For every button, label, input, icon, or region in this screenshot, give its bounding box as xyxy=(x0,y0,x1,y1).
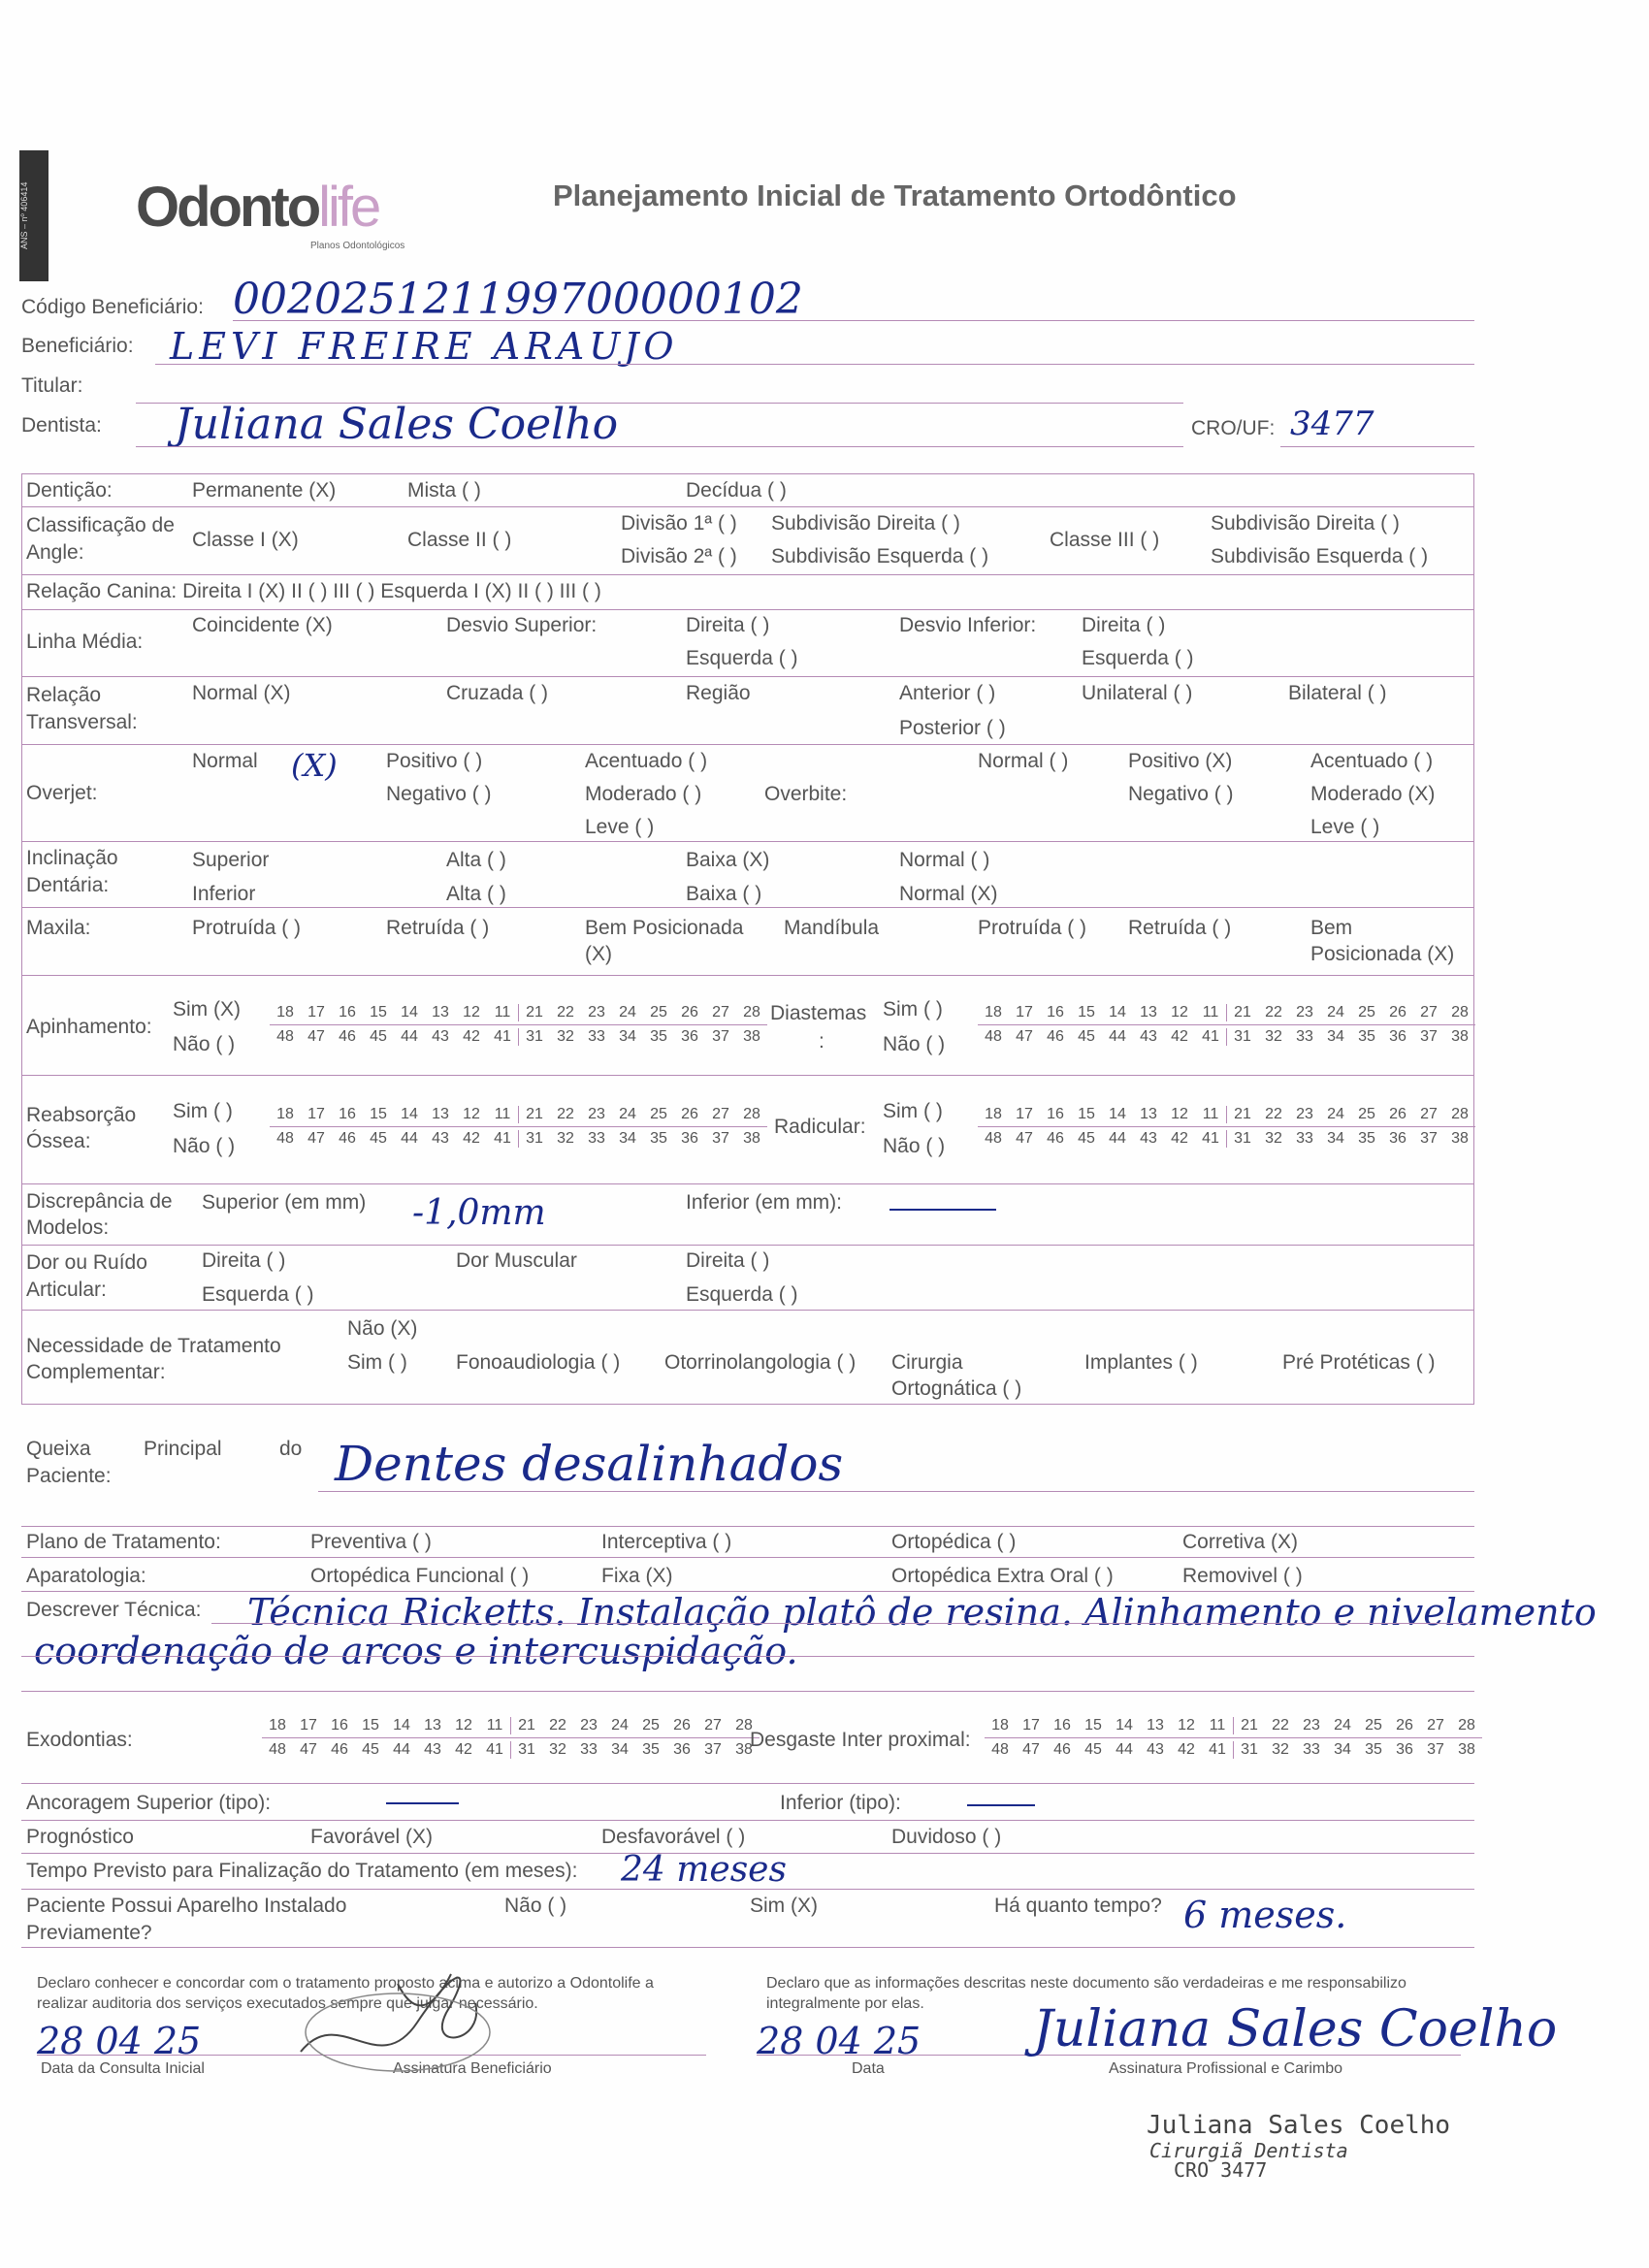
transversal-regiao: Região xyxy=(686,682,751,704)
inclinacao-alta-inf[interactable]: Alta ( ) xyxy=(446,883,506,905)
dor-label: Dor ou Ruído xyxy=(26,1251,147,1274)
cro-label: CRO/UF: xyxy=(1191,417,1276,439)
aparelho-label-2: Previamente? xyxy=(26,1922,152,1944)
logo-subtitle: Planos Odontológicos xyxy=(310,241,405,251)
aparatologia-ortofunc[interactable]: Ortopédica Funcional ( ) xyxy=(310,1565,530,1587)
queixa-label-3: do xyxy=(279,1438,303,1460)
overjet-normal[interactable]: Normal xyxy=(192,750,258,772)
dentista-label: Dentista: xyxy=(21,414,102,437)
overjet-normal-mark: (X) xyxy=(291,747,338,784)
queixa-label: Queixa xyxy=(26,1438,91,1460)
apinhamento-sim[interactable]: Sim (X) xyxy=(173,998,241,1021)
declaracao-profissional-2: integralmente por elas. xyxy=(766,1995,924,2012)
angle-subdivisao-direita-3[interactable]: Subdivisão Direita ( ) xyxy=(1211,512,1400,535)
overjet-negativo[interactable]: Negativo ( ) xyxy=(386,783,492,805)
overbite-normal[interactable]: Normal ( ) xyxy=(978,750,1069,772)
inclinacao-superior: Superior xyxy=(192,849,270,871)
odontolife-logo: Odontolife xyxy=(136,176,379,239)
mandibula-bem-posicionada[interactable]: Posicionada (X) xyxy=(1310,943,1455,965)
relacao-canina[interactable]: Relação Canina: Direita I (X) II ( ) III ( ) Esquerda I (X) II ( ) III ( ) xyxy=(26,580,601,602)
maxila-bem-posicionada[interactable]: Bem Posicionada xyxy=(585,917,744,939)
complementar-ortognatica[interactable]: Ortognática ( ) xyxy=(891,1377,1022,1400)
complementar-sim[interactable]: Sim ( ) xyxy=(347,1351,407,1374)
prognostico-label: Prognóstico xyxy=(26,1826,134,1848)
angle-classe2[interactable]: Classe II ( ) xyxy=(407,529,512,551)
profissional-signature[interactable]: Juliana Sales Coelho xyxy=(1033,2000,1558,2058)
aparatologia-fixa[interactable]: Fixa (X) xyxy=(601,1565,673,1587)
desgaste-teeth-grid[interactable]: 18 17 16 15 14 13 12 11 21 22 23 24 25 26 27 28 48 47 46 45 44 43 42 41 31 32 33 34 35 36 37 38 xyxy=(985,1717,1482,1759)
maxila-bem-mark: (X) xyxy=(585,943,612,965)
overbite-acentuado[interactable]: Acentuado ( ) xyxy=(1310,750,1434,772)
denticao-permanente[interactable]: Permanente (X) xyxy=(192,479,337,502)
complementar-implantes[interactable]: Implantes ( ) xyxy=(1084,1351,1198,1374)
beneficiario-signature[interactable] xyxy=(281,1945,504,2081)
mandibula-retruida[interactable]: Retruída ( ) xyxy=(1128,917,1232,939)
overjet-label: Overjet: xyxy=(26,782,98,804)
complementar-cirurgia: Cirurgia xyxy=(891,1351,963,1374)
diastemas-label: Diastemas xyxy=(770,1002,867,1024)
plano-ortopedica[interactable]: Ortopédica ( ) xyxy=(891,1531,1017,1553)
data-consulta-inicial[interactable]: 28 04 25 xyxy=(37,2020,202,2062)
inclinacao-alta-sup[interactable]: Alta ( ) xyxy=(446,849,506,871)
transversal-posterior[interactable]: Posterior ( ) xyxy=(899,717,1006,739)
denticao-label: Dentição: xyxy=(26,479,113,502)
mandibula-protruida[interactable]: Protruída ( ) xyxy=(978,917,1087,939)
radicular-label: Radicular: xyxy=(774,1116,866,1138)
stamp-name: Juliana Sales Coelho xyxy=(1147,2111,1451,2140)
queixa-value[interactable]: Dentes desalinhados xyxy=(335,1436,844,1492)
reabsorcao-label-2: Óssea: xyxy=(26,1130,91,1152)
maxila-retruida[interactable]: Retruída ( ) xyxy=(386,917,490,939)
declaracao-profissional-1: Declaro que as informações descritas neste documento são verdadeiras e me responsabilizo xyxy=(766,1975,1406,1992)
prognostico-desfavoravel[interactable]: Desfavorável ( ) xyxy=(601,1826,746,1848)
maxila-protruida[interactable]: Protruída ( ) xyxy=(192,917,302,939)
radicular-nao[interactable]: Não ( ) xyxy=(883,1135,946,1157)
prognostico-duvidoso[interactable]: Duvidoso ( ) xyxy=(891,1826,1002,1848)
dor-direita[interactable]: Direita ( ) xyxy=(202,1249,286,1272)
aparelho-label: Paciente Possui Aparelho Instalado xyxy=(26,1895,347,1917)
teeth-upper: 18 17 16 15 14 13 12 11 21 22 23 24 25 26 27 28 xyxy=(276,1004,760,1021)
cro-field[interactable]: 3477 xyxy=(1290,405,1374,443)
diastemas-colon: : xyxy=(819,1030,824,1053)
tempo-label: Tempo Previsto para Finalização do Tratamento (em meses): xyxy=(26,1860,578,1882)
apinhamento-label: Apinhamento: xyxy=(26,1016,152,1038)
linha-media-coincidente[interactable]: Coincidente (X) xyxy=(192,614,333,636)
transversal-cruzada[interactable]: Cruzada ( ) xyxy=(446,682,549,704)
complementar-label-2: Complementar: xyxy=(26,1361,166,1383)
transversal-bilateral[interactable]: Bilateral ( ) xyxy=(1288,682,1387,704)
radicular-teeth-grid[interactable]: 18 17 16 15 14 13 12 11 21 22 23 24 25 26 27 28 48 47 46 45 44 43 42 41 31 32 33 34 35 36 37 38 xyxy=(978,1106,1475,1148)
mandibula-bem: Bem xyxy=(1310,917,1353,939)
complementar-protetic[interactable]: Pré Protéticas ( ) xyxy=(1282,1351,1436,1374)
inclinacao-inferior: Inferior xyxy=(192,883,256,905)
queixa-label-2: Principal xyxy=(144,1438,222,1460)
overjet-positivo[interactable]: Positivo ( ) xyxy=(386,750,483,772)
mandibula-label: Mandíbula xyxy=(784,917,880,939)
stamp-cro: CRO 3477 xyxy=(1174,2158,1268,2182)
teeth-lower: 48 47 46 45 44 43 42 41 31 32 33 34 35 36 37 38 xyxy=(276,1028,760,1045)
dor-esquerda[interactable]: Esquerda ( ) xyxy=(202,1283,314,1306)
overbite-leve[interactable]: Leve ( ) xyxy=(1310,816,1380,838)
complementar-nao[interactable]: Não (X) xyxy=(347,1317,418,1340)
beneficiario-label: Beneficiário: xyxy=(21,335,134,357)
desvio-superior-label: Desvio Superior: xyxy=(446,614,598,636)
plano-preventiva[interactable]: Preventiva ( ) xyxy=(310,1531,432,1553)
aparelho-nao[interactable]: Não ( ) xyxy=(504,1895,567,1917)
plano-corretiva[interactable]: Corretiva (X) xyxy=(1182,1531,1299,1553)
codigo-field[interactable]: 002025121199700000102 xyxy=(233,275,803,324)
transversal-label: Relação xyxy=(26,684,102,706)
complementar-fono[interactable]: Fonoaudiologia ( ) xyxy=(456,1351,621,1374)
angle-label-2: Angle: xyxy=(26,541,84,564)
desgaste-label: Desgaste Inter proximal: xyxy=(750,1729,971,1751)
denticao-decidua[interactable]: Decídua ( ) xyxy=(686,479,787,502)
discrepancia-inferior-label: Inferior (em mm): xyxy=(686,1191,843,1214)
apinhamento-nao[interactable]: Não ( ) xyxy=(173,1033,236,1055)
inclinacao-label: Inclinação xyxy=(26,847,118,869)
aparelho-tempo-value[interactable]: 6 meses. xyxy=(1183,1894,1347,1936)
angle-classe1[interactable]: Classe I (X) xyxy=(192,529,299,551)
dentista-signature[interactable]: Juliana Sales Coelho xyxy=(175,400,619,449)
radicular-sim[interactable]: Sim ( ) xyxy=(883,1100,943,1122)
aparelho-tempo-label: Há quanto tempo? xyxy=(994,1895,1162,1917)
aparatologia-extraoral[interactable]: Ortopédica Extra Oral ( ) xyxy=(891,1565,1114,1587)
inclinacao-normal-sup[interactable]: Normal ( ) xyxy=(899,849,990,871)
transversal-unilateral[interactable]: Unilateral ( ) xyxy=(1082,682,1193,704)
aparatologia-label: Aparatologia: xyxy=(26,1565,146,1587)
discrepancia-superior-label: Superior (em mm) xyxy=(202,1191,367,1214)
overbite-label: Overbite: xyxy=(764,783,848,805)
titular-label: Titular: xyxy=(21,374,83,397)
reabsorcao-teeth-grid[interactable]: 18 17 16 15 14 13 12 11 21 22 23 24 25 26 27 28 48 47 46 45 44 43 42 41 31 32 33 34 35 36 37 38 xyxy=(270,1106,767,1148)
diastemas-nao[interactable]: Não ( ) xyxy=(883,1033,946,1055)
data-consulta-label: Data da Consulta Inicial xyxy=(41,2060,205,2077)
overjet-acentuado[interactable]: Acentuado ( ) xyxy=(585,750,708,772)
declaracao-beneficiario-2: realizar auditoria dos serviços executados sempre que julgar necessário. xyxy=(37,1995,538,2012)
angle-label: Classificação de xyxy=(26,514,175,536)
angle-divisao1[interactable]: Divisão 1ª ( ) xyxy=(621,512,737,535)
plano-label: Plano de Tratamento: xyxy=(26,1531,221,1553)
discrepancia-label-2: Modelos: xyxy=(26,1216,110,1239)
angle-subdivisao-direita[interactable]: Subdivisão Direita ( ) xyxy=(771,512,960,535)
assinatura-beneficiario-label: Assinatura Beneficiário xyxy=(393,2060,552,2077)
angle-subdivisao-esquerda-3[interactable]: Subdivisão Esquerda ( ) xyxy=(1211,545,1429,567)
discrepancia-superior-value[interactable]: -1,0mm xyxy=(412,1193,546,1233)
aparelho-sim[interactable]: Sim (X) xyxy=(750,1895,818,1917)
reabsorcao-label: Reabsorção xyxy=(26,1104,137,1126)
stamp-role: Cirurgiã Dentista xyxy=(1149,2139,1348,2162)
tecnica-label: Descrever Técnica: xyxy=(26,1599,202,1621)
transversal-normal[interactable]: Normal (X) xyxy=(192,682,291,704)
prognostico-favoravel[interactable]: Favorável (X) xyxy=(310,1826,434,1848)
reabsorcao-sim[interactable]: Sim ( ) xyxy=(173,1100,233,1122)
inclinacao-baixa-sup[interactable]: Baixa (X) xyxy=(686,849,770,871)
overbite-positivo[interactable]: Positivo (X) xyxy=(1128,750,1233,772)
dor-muscular-direita[interactable]: Direita ( ) xyxy=(686,1249,770,1272)
inclinacao-label-2: Dentária: xyxy=(26,874,110,896)
inclinacao-normal-inf[interactable]: Normal (X) xyxy=(899,883,998,905)
data-label: Data xyxy=(852,2060,885,2077)
angle-subdivisao-esquerda[interactable]: Subdivisão Esquerda ( ) xyxy=(771,545,989,567)
discrepancia-label: Discrepância de xyxy=(26,1190,173,1213)
maxila-label: Maxila: xyxy=(26,917,91,939)
overbite-negativo[interactable]: Negativo ( ) xyxy=(1128,783,1234,805)
data-declaracao[interactable]: 28 04 25 xyxy=(757,2020,922,2062)
ancoragem-label: Ancoragem Superior (tipo): xyxy=(26,1792,272,1814)
overbite-moderado[interactable]: Moderado (X) xyxy=(1310,783,1436,805)
declaracao-beneficiario-1: Declaro conhecer e concordar com o tratamento proposto acima e autorizo a Odontolife a xyxy=(37,1975,654,1992)
ancoragem-inferior-label: Inferior (tipo): xyxy=(780,1792,901,1814)
desvio-inferior-esquerda[interactable]: Esquerda ( ) xyxy=(1082,647,1194,669)
diastemas-sim[interactable]: Sim ( ) xyxy=(883,998,943,1021)
tecnica-line-1[interactable]: Técnica Ricketts. Instalação platô de resina. Alinhamento e nivelamento xyxy=(247,1591,1597,1634)
exodontias-teeth-grid[interactable]: 18 17 16 15 14 13 12 11 21 22 23 24 25 26 27 28 48 47 46 45 44 43 42 41 31 32 33 34 35 36 37 38 xyxy=(262,1717,760,1759)
angle-divisao2[interactable]: Divisão 2ª ( ) xyxy=(621,545,737,567)
codigo-label: Código Beneficiário: xyxy=(21,296,204,318)
linha-media-label: Linha Média: xyxy=(26,631,144,653)
transversal-label-2: Transversal: xyxy=(26,711,138,733)
overjet-moderado[interactable]: Moderado ( ) xyxy=(585,783,702,805)
denticao-mista[interactable]: Mista ( ) xyxy=(407,479,481,502)
form-title: Planejamento Inicial de Tratamento Ortodôntico xyxy=(553,178,1237,212)
desvio-inferior-label: Desvio Inferior: xyxy=(899,614,1037,636)
dor-muscular-esquerda[interactable]: Esquerda ( ) xyxy=(686,1283,798,1306)
diastemas-teeth-grid[interactable]: 18 17 16 15 14 13 12 11 21 22 23 24 25 26 27 28 48 47 46 45 44 43 42 41 31 32 33 34 35 36 37 38 xyxy=(978,1004,1475,1046)
desvio-superior-esquerda[interactable]: Esquerda ( ) xyxy=(686,647,798,669)
reabsorcao-nao[interactable]: Não ( ) xyxy=(173,1135,236,1157)
queixa-label-4: Paciente: xyxy=(26,1465,112,1487)
overjet-leve[interactable]: Leve ( ) xyxy=(585,816,655,838)
complementar-otorrino[interactable]: Otorrinolangologia ( ) xyxy=(664,1351,857,1374)
inclinacao-baixa-inf[interactable]: Baixa ( ) xyxy=(686,883,762,905)
exodontias-label: Exodontias: xyxy=(26,1729,133,1751)
apinhamento-teeth-grid[interactable] xyxy=(270,1004,767,1046)
dor-muscular-label: Dor Muscular xyxy=(456,1249,577,1272)
desvio-superior-direita[interactable]: Direita ( ) xyxy=(686,614,770,636)
ans-tag: ANS – nº 406414 xyxy=(19,150,48,281)
complementar-label: Necessidade de Tratamento xyxy=(26,1335,281,1357)
beneficiario-field[interactable]: LEVI FREIRE ARAUJO xyxy=(170,325,679,368)
tempo-value[interactable]: 24 meses xyxy=(621,1850,787,1890)
assinatura-profissional-label: Assinatura Profissional e Carimbo xyxy=(1109,2060,1342,2077)
dor-label-2: Articular: xyxy=(26,1279,107,1301)
angle-classe3[interactable]: Classe III ( ) xyxy=(1050,529,1160,551)
aparatologia-removivel[interactable]: Removivel ( ) xyxy=(1182,1565,1303,1587)
desvio-inferior-direita[interactable]: Direita ( ) xyxy=(1082,614,1166,636)
transversal-anterior[interactable]: Anterior ( ) xyxy=(899,682,996,704)
plano-interceptiva[interactable]: Interceptiva ( ) xyxy=(601,1531,732,1553)
tecnica-line-2[interactable]: coordenação de arcos e intercuspidação. xyxy=(34,1630,798,1672)
